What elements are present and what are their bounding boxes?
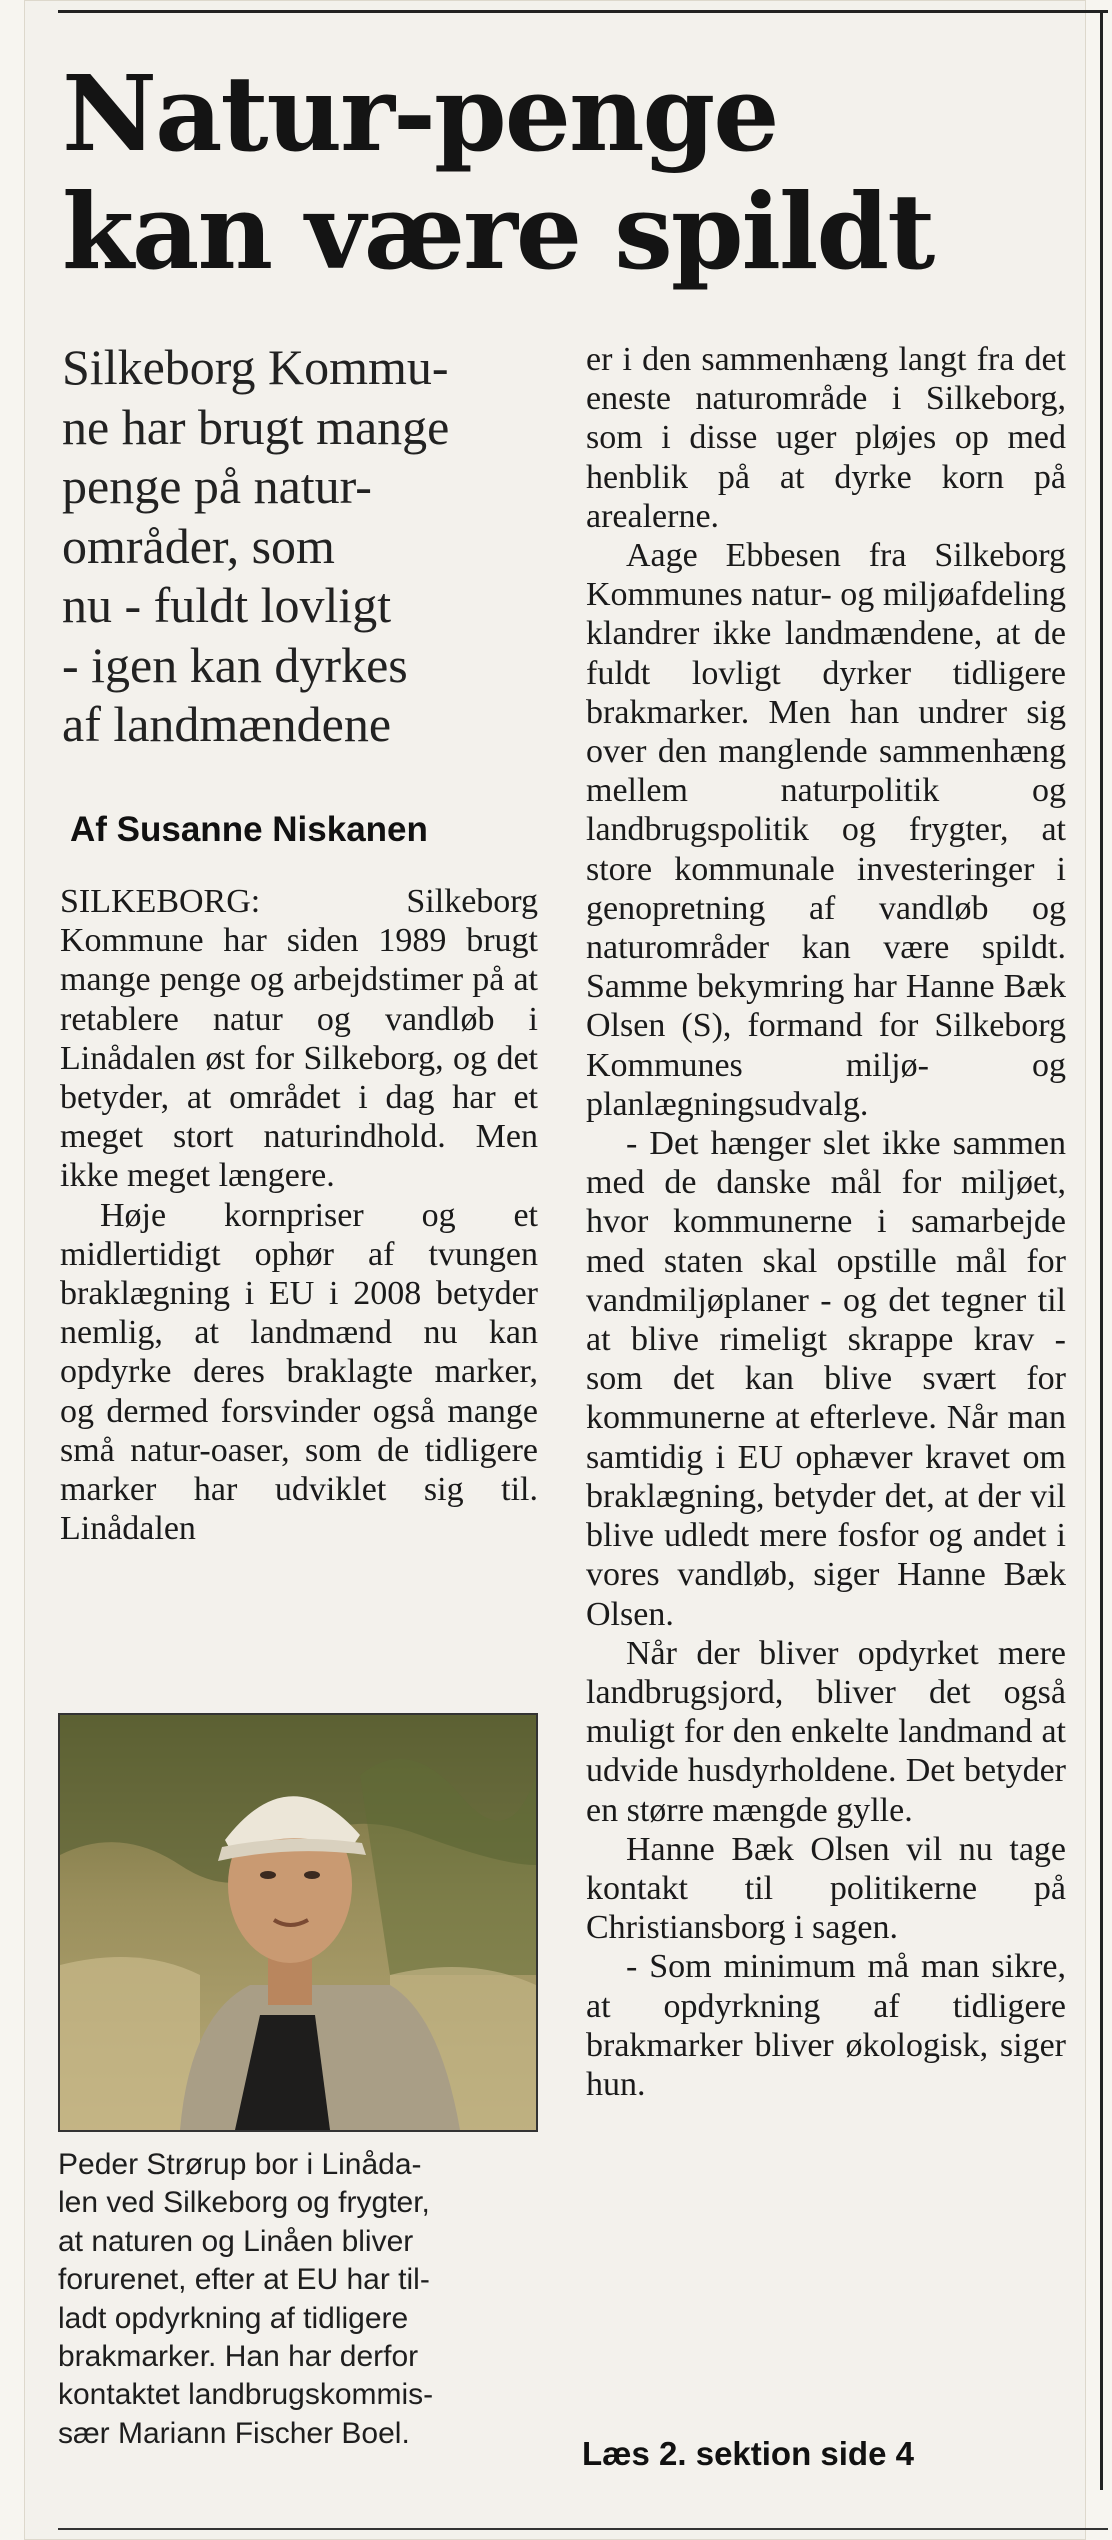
caption-line: sær Mariann Fischer Boel. (58, 2416, 410, 2450)
caption-line: Peder Strørup bor i Linåda- (58, 2148, 422, 2181)
right-rule (1100, 10, 1103, 2490)
paragraph: Høje kornpriser og et midlertidigt ophør af tvungen braklægning i EU i 2008 betyder nemlig, at landmænd nu kan opdyrke deres braklagte marker, og dermed forsvinder også mange små natur-oaser, som de tidligere marker har udviklet sig til. Linådalen (60, 1196, 538, 1548)
subheading-line: penge på natur- (62, 458, 372, 514)
paragraph: er i den sammenhæng langt fra det eneste naturområde i Silkeborg, som i disse uger pløjes op med henblik på at dyrke korn på arealerne. (586, 341, 1066, 535)
continued-reference: Læs 2. sektion side 4 (582, 2435, 914, 2472)
article-photo (58, 1713, 538, 2132)
subheading-line: områder, som (62, 517, 335, 574)
bottom-rule (58, 2528, 1108, 2530)
caption-line: forurenet, efter at EU har til- (58, 2263, 430, 2297)
paragraph: Aage Ebbesen fra Silkeborg Kommunes natur- og miljøafdeling klandrer ikke landmændene, at de fuldt lovligt dyrker tidligere brakmarker. Men han undrer sig over den manglende sammenhæng mellem naturpolitik og landbrugspolitik og frygter, at store kommunale investeringer i genopretning af vandløb og naturområder kan være spildt. Samme bekymring har Hanne Bæk Olsen (S), formand for Silkeborg Kommunes miljø- og planlægningsudvalg. (586, 537, 1066, 1123)
byline: Af Susanne Niskanen (70, 810, 428, 849)
headline-line: kan være spildt (62, 170, 934, 293)
paragraph: Hanne Bæk Olsen vil nu tage kontakt til politikerne på Christiansborg i sagen. (586, 1830, 1066, 1947)
subheading-line: af landmændene (62, 696, 392, 752)
man-in-cap-photo (60, 1715, 536, 2130)
subheading-line: nu - fuldt lovligt (62, 577, 392, 633)
caption-line: kontaktet landbrugskommis- (58, 2378, 434, 2412)
top-rule (58, 10, 1108, 13)
paragraph: - Som minimum må man sikre, at opdyrkning af tidligere brakmarker bliver økologisk, siger hun. (586, 1948, 1066, 2103)
paragraph: - Det hænger slet ikke sammen med de danske mål for miljøet, hvor kommunerne i samarbejde med staten skal opstille mål for vandmiljøplaner - og det tegner til at blive rimeligt skrappe krav - som det kan blive svært for kommunerne at efterleve. Når man samtidig i EU ophæver kravet om braklægning, betyder det, at der vil blive udledt mere fosfor og andet i vores vandløb, siger Hanne Bæk Olsen. (586, 1125, 1066, 1633)
subheading-line: ne har brugt mange (62, 398, 450, 455)
subheading-line: - igen kan dyrkes (62, 636, 408, 693)
right-column (586, 340, 1066, 2104)
left-column (60, 882, 538, 1548)
subheading (62, 338, 562, 755)
headline (62, 52, 1082, 293)
photo-caption (58, 2146, 548, 2453)
caption-line: ladt opdyrkning af tidligere (58, 2301, 409, 2335)
caption-line: brakmarker. Han har derfor (58, 2340, 419, 2374)
paragraph: Når der bliver opdyrket mere landbrugsjord, bliver det også muligt for den enkelte landmand at udvide husdyrholdene. Det betyder en større mængde gylle. (586, 1634, 1066, 1829)
subheading-line: Silkeborg Kommu- (62, 339, 449, 395)
caption-line: len ved Silkeborg og frygter, (58, 2186, 430, 2220)
caption-line: at naturen og Linåen bliver (58, 2224, 414, 2258)
headline-line: Natur-penge (62, 52, 778, 175)
paragraph: SILKEBORG: Silkeborg Kommune har siden 1989 brugt mange penge og arbejdstimer på at retablere natur og vandløb i Linådalen øst for Silkeborg, og det betyder, at området i dag har et meget stort naturindhold. Men ikke meget længere. (60, 883, 538, 1195)
